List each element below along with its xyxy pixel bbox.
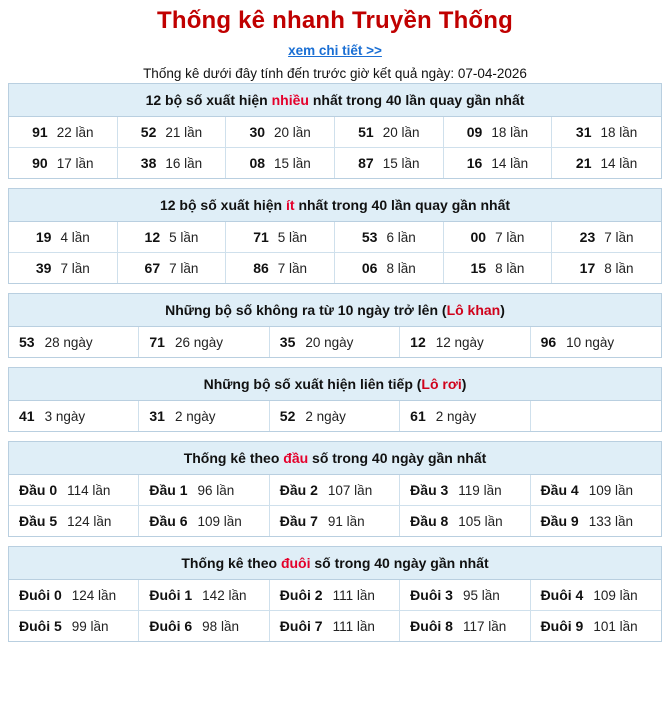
stat-cell[interactable]: [9, 148, 118, 178]
stat-cell[interactable]: [552, 222, 661, 253]
stat-cell[interactable]: [9, 506, 139, 536]
title-highlight: Lô khan: [446, 302, 501, 318]
stat-value: 22 lần: [56, 124, 94, 140]
section-title: [9, 189, 661, 222]
stat-key: 21: [575, 155, 592, 171]
stat-cell: [531, 401, 661, 431]
stat-cell[interactable]: [226, 222, 335, 253]
stat-key: 00: [470, 229, 487, 245]
stat-key: Đầu 0: [19, 482, 58, 498]
stat-cell[interactable]: [444, 117, 553, 148]
stat-key: 31: [149, 408, 165, 424]
stat-cell[interactable]: [400, 475, 530, 506]
section-least-frequent: [8, 188, 662, 284]
stat-value: 12 ngày: [435, 334, 484, 350]
stat-cell[interactable]: [139, 580, 269, 611]
page-header: [0, 0, 670, 83]
stat-value: 105 lần: [458, 513, 503, 529]
stat-value: 91 lần: [327, 513, 365, 529]
stat-cell[interactable]: [270, 506, 400, 536]
stat-key: Đầu 9: [540, 513, 579, 529]
stat-key: Đuôi 2: [279, 587, 323, 603]
stat-key: 91: [32, 124, 48, 140]
stat-key: Đuôi 5: [19, 618, 62, 634]
title-text: 12 bộ số xuất hiện: [159, 197, 286, 213]
stat-key: 71: [149, 334, 165, 350]
stat-cell[interactable]: [270, 327, 400, 357]
stat-key: 06: [361, 260, 378, 276]
section-most-frequent: [8, 83, 662, 179]
stat-value: 14 lần: [491, 155, 529, 171]
stat-key: 17: [579, 260, 596, 276]
stat-key: 52: [140, 124, 157, 140]
stat-key: 12: [144, 229, 161, 245]
stat-key: 30: [249, 124, 266, 140]
stat-value: 119 lần: [458, 482, 502, 498]
title-text: Những bộ số không ra từ 10 ngày trở lên (: [165, 302, 447, 318]
stat-value: 98 lần: [202, 618, 239, 634]
stat-value: 20 ngày: [305, 334, 354, 350]
stat-cell[interactable]: [531, 506, 661, 536]
stat-key: 86: [253, 260, 269, 276]
stat-value: 109 lần: [593, 587, 638, 603]
stat-key: 90: [32, 155, 48, 171]
title-highlight: Lô rơi: [421, 376, 462, 392]
stat-value: 111 lần: [332, 618, 375, 634]
stat-cell[interactable]: [139, 506, 269, 536]
title-text: số trong 40 ngày gần nhất: [310, 555, 489, 571]
stat-key: 87: [358, 155, 374, 171]
title-text: nhất trong 40 lần quay gần nhất: [294, 197, 511, 213]
stat-cell[interactable]: [270, 401, 400, 431]
stat-cell[interactable]: [118, 148, 227, 178]
stat-key: 39: [35, 260, 52, 276]
stat-cell[interactable]: [552, 253, 661, 283]
stat-key: 52: [279, 408, 296, 424]
stat-cell[interactable]: [400, 401, 530, 431]
stat-value: 95 lần: [462, 587, 500, 603]
stat-value: 3 ngày: [44, 408, 86, 424]
section-grid: [9, 327, 661, 357]
section-lo-roi: [8, 367, 662, 432]
stat-key: Đầu 3: [410, 482, 449, 498]
stat-cell[interactable]: [226, 117, 335, 148]
stat-cell[interactable]: [9, 222, 118, 253]
stat-key: 41: [19, 408, 35, 424]
stat-key: 35: [279, 334, 296, 350]
stat-cell[interactable]: [444, 148, 553, 178]
section-title: [9, 294, 661, 327]
stat-value: 2 ngày: [174, 408, 216, 424]
stat-value: 26 ngày: [174, 334, 224, 350]
stat-cell[interactable]: [552, 117, 661, 148]
stat-value: 101 lần: [593, 618, 638, 634]
section-grid: [9, 475, 661, 536]
section-title: [9, 442, 661, 475]
detail-link[interactable]: xem chi tiết >>: [288, 43, 382, 58]
stat-key: 51: [358, 124, 374, 140]
section-title: [9, 84, 661, 117]
stat-value: 96 lần: [197, 482, 235, 498]
stat-key: 53: [361, 229, 378, 245]
stat-cell[interactable]: [270, 580, 400, 611]
stat-cell[interactable]: [444, 253, 553, 283]
stat-key: 12: [410, 334, 426, 350]
stat-cell[interactable]: [335, 148, 444, 178]
stat-cell[interactable]: [335, 117, 444, 148]
stat-value: 7 lần: [495, 229, 525, 245]
stat-value: 7 lần: [604, 229, 634, 245]
section-title: [9, 368, 661, 401]
section-grid: [9, 401, 661, 431]
stat-cell[interactable]: [552, 148, 661, 178]
stat-cell[interactable]: [531, 580, 661, 611]
stat-key: Đầu 4: [540, 482, 579, 498]
title-highlight: nhiều: [271, 92, 309, 108]
stat-cell[interactable]: [531, 611, 661, 641]
stat-key: 53: [19, 334, 35, 350]
stat-value: 109 lần: [588, 482, 633, 498]
stat-value: 114 lần: [67, 482, 111, 498]
section-grid: [9, 580, 661, 641]
title-highlight: đầu: [283, 450, 309, 466]
stat-cell[interactable]: [9, 327, 139, 357]
stat-cell[interactable]: [9, 580, 139, 611]
date-note: [0, 65, 670, 83]
stat-value: 20 lần: [382, 124, 420, 140]
stat-value: 107 lần: [327, 482, 373, 498]
stat-value: 133 lần: [588, 513, 633, 529]
stat-value: 8 lần: [604, 260, 634, 276]
stat-cell[interactable]: [9, 475, 139, 506]
stat-key: 09: [466, 124, 483, 140]
stat-key: 96: [540, 334, 557, 350]
section-grid: [9, 117, 661, 178]
stat-value: 15 lần: [382, 155, 420, 171]
stat-cell[interactable]: [531, 327, 661, 357]
stat-key: Đầu 1: [149, 482, 188, 498]
stat-cell[interactable]: [9, 117, 118, 148]
stat-value: 8 lần: [495, 260, 525, 276]
title-text: số trong 40 ngày gần nhất: [308, 450, 487, 466]
stat-key: Đuôi 1: [149, 587, 193, 603]
stat-key: 71: [253, 229, 269, 245]
page-title: Thống kê nhanh Truyền Thống: [156, 7, 514, 34]
title-text: ): [461, 376, 467, 392]
stat-value: 6 lần: [386, 229, 416, 245]
stat-key: Đuôi 0: [19, 587, 62, 603]
stat-value: 111 lần: [332, 587, 375, 603]
stat-cell[interactable]: [139, 611, 269, 641]
stat-cell[interactable]: [139, 401, 269, 431]
stat-value: 7 lần: [169, 260, 199, 276]
stat-value: 124 lần: [67, 513, 112, 529]
title-text: Thống kê theo: [181, 555, 281, 571]
stat-value: 5 lần: [277, 229, 308, 245]
stat-key: Đuôi 4: [540, 587, 584, 603]
stat-value: 17 lần: [56, 155, 94, 171]
stat-cell[interactable]: [9, 401, 139, 431]
stat-key: Đuôi 3: [410, 587, 453, 603]
stat-cell[interactable]: [400, 327, 530, 357]
section-duoi-stats: [8, 546, 662, 642]
title-highlight: ít: [286, 197, 295, 213]
stat-key: 38: [140, 155, 157, 171]
stat-key: Đuôi 6: [149, 618, 193, 634]
stat-key: Đầu 6: [149, 513, 188, 529]
stat-value: 109 lần: [197, 513, 242, 529]
sections-container: [0, 83, 670, 642]
title-text: 12 bộ số xuất hiện: [145, 92, 272, 108]
section-dau-stats: [8, 441, 662, 537]
stat-cell[interactable]: [118, 222, 227, 253]
section-grid: [9, 222, 661, 283]
stat-cell[interactable]: [400, 611, 530, 641]
stat-cell[interactable]: [9, 611, 139, 641]
stat-key: Đầu 5: [19, 513, 58, 529]
stat-cell[interactable]: [226, 253, 335, 283]
stat-value: 18 lần: [600, 124, 638, 140]
stat-value: 4 lần: [60, 229, 90, 245]
stat-cell[interactable]: [9, 253, 118, 283]
stat-cell[interactable]: [531, 475, 661, 506]
stat-key: 15: [470, 260, 487, 276]
stat-key: Đuôi 7: [279, 618, 323, 634]
stat-value: 2 ngày: [435, 408, 477, 424]
stat-key: 16: [466, 155, 483, 171]
stat-value: 8 lần: [386, 260, 416, 276]
stat-value: 15 lần: [274, 155, 311, 171]
stat-value: 124 lần: [71, 587, 117, 603]
stat-key: Đuôi 9: [540, 618, 584, 634]
stat-cell[interactable]: [139, 475, 269, 506]
stat-key: Đầu 7: [279, 513, 318, 529]
stat-key: Đầu 8: [410, 513, 449, 529]
stat-value: 5 lần: [169, 229, 199, 245]
stat-key: 31: [575, 124, 592, 140]
date-note-prefix: Thống kê dưới đây tính đến trước giờ kết quả ngày:: [143, 66, 458, 81]
stat-value: 117 lần: [462, 618, 507, 634]
title-text: ): [500, 302, 505, 318]
title-text: Những bộ số xuất hiện liên tiếp (: [203, 376, 422, 392]
stat-value: 2 ngày: [305, 408, 346, 424]
stat-value: 10 ngày: [566, 334, 615, 350]
stat-key: 19: [35, 229, 52, 245]
stat-cell[interactable]: [444, 222, 553, 253]
stat-cell[interactable]: [139, 327, 269, 357]
stat-value: 7 lần: [60, 260, 90, 276]
stat-key: 23: [579, 229, 596, 245]
stat-cell[interactable]: [335, 253, 444, 283]
stat-key: 67: [144, 260, 161, 276]
stat-cell[interactable]: [270, 475, 400, 506]
stat-value: 99 lần: [71, 618, 109, 634]
title-text: nhất trong 40 lần quay gần nhất: [308, 92, 525, 108]
stat-value: 7 lần: [277, 260, 308, 276]
stat-cell[interactable]: [400, 506, 530, 536]
stat-key: 08: [249, 155, 266, 171]
stat-value: 18 lần: [491, 124, 529, 140]
date-note-value: 07-04-2026: [457, 66, 527, 81]
stat-cell[interactable]: [118, 253, 227, 283]
stat-cell[interactable]: [118, 117, 227, 148]
title-highlight: đuôi: [280, 555, 311, 571]
stat-key: 61: [410, 408, 426, 424]
stat-value: 20 lần: [274, 124, 311, 140]
stat-value: 142 lần: [202, 587, 247, 603]
stat-value: 21 lần: [165, 124, 203, 140]
stat-cell[interactable]: [400, 580, 530, 611]
title-text: Thống kê theo: [183, 450, 284, 466]
stat-value: 14 lần: [600, 155, 638, 171]
section-lo-khan: [8, 293, 662, 358]
stat-value: 28 ngày: [44, 334, 93, 350]
stat-cell[interactable]: [226, 148, 335, 178]
stat-key: Đầu 2: [279, 482, 318, 498]
stat-value: 16 lần: [165, 155, 203, 171]
stat-key: Đuôi 8: [410, 618, 453, 634]
stat-cell[interactable]: [335, 222, 444, 253]
section-title: [9, 547, 661, 580]
stat-cell[interactable]: [270, 611, 400, 641]
